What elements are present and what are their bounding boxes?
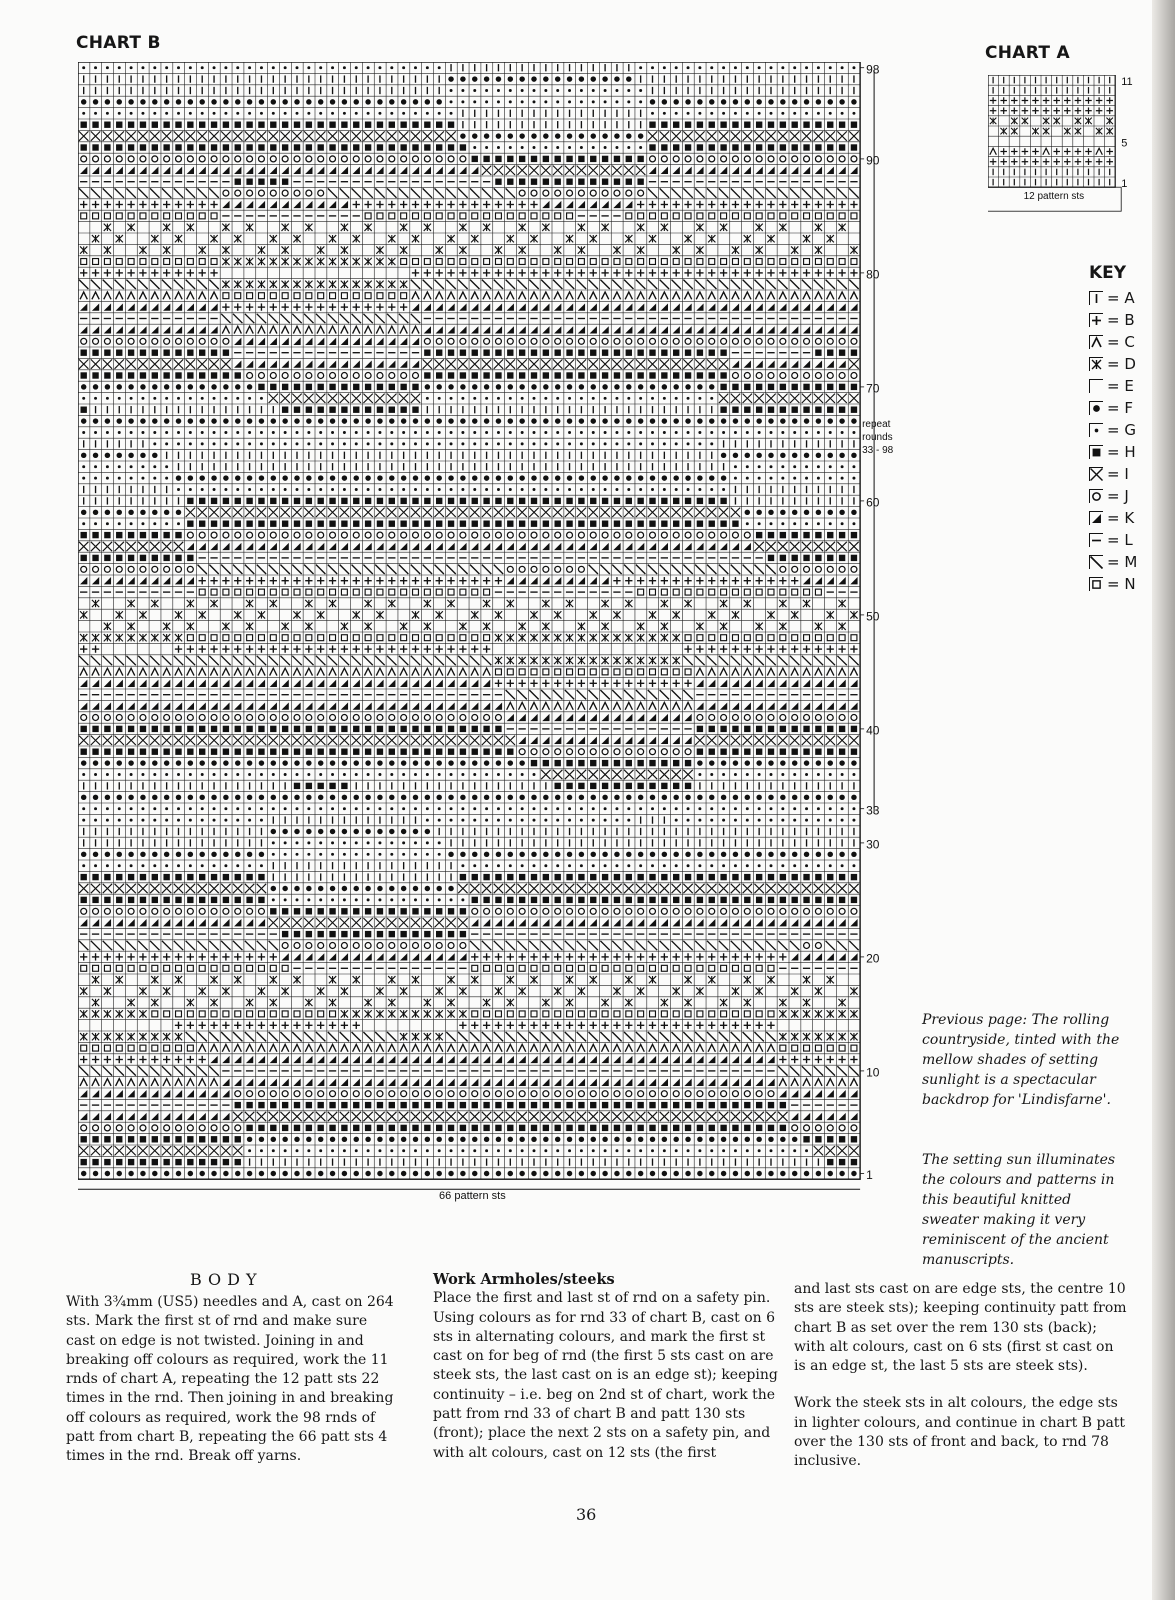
vertical-bar-icon [1089, 291, 1103, 305]
chart-b-repeat-label: rounds [862, 431, 893, 443]
chart-b-row-label: 30 [866, 837, 880, 852]
key-letter: = F [1107, 399, 1133, 417]
chart-a-title: CHART A [985, 43, 1070, 63]
armholes-paragraph: Place the first and last st of rnd on a safety pin. Using colours as for rnd 33 of chart B, cast on 6 sts in alternating colours, and mark the first st cast on for beg of rnd (the first 5 sts cast on are steek sts, the last cast on is an edge st); keeping continuity – i.e. beg on 2nd st of chart, work the patt from rnd 33 of chart B and patt 130 sts (front); place the next 2 sts on a safety pin, and with alt colours, cast on 12 sts (the first [433, 1290, 778, 1461]
body-column [66, 1293, 396, 1485]
key-letter: = I [1107, 465, 1129, 483]
key-letter: = B [1107, 311, 1135, 329]
diagonal-icon [1089, 555, 1103, 569]
page-number: 36 [576, 1505, 597, 1524]
key-legend [1089, 263, 1149, 595]
key-letter: = E [1107, 377, 1134, 395]
filled-square-icon [1089, 445, 1103, 459]
circle-icon [1089, 489, 1103, 503]
body-heading: BODY [190, 1270, 263, 1289]
chart-a-row-label: 11 [1121, 76, 1133, 89]
page-edge-shadow [1152, 0, 1175, 1600]
key-letter: = M [1107, 553, 1138, 571]
half-triangle-icon [1089, 511, 1103, 525]
large-dot-icon [1089, 401, 1103, 415]
key-item [1089, 485, 1149, 507]
chart-b-title: CHART B [76, 33, 161, 53]
small-dot-icon [1089, 423, 1103, 437]
chart-b-repeat-label: 33 - 98 [862, 444, 894, 456]
triangle-icon [1089, 335, 1103, 349]
key-letter: = G [1107, 421, 1136, 439]
chart-b-row-label: 60 [866, 495, 880, 510]
key-item [1089, 441, 1149, 463]
chart-a-width-label: 12 pattern sts [1023, 191, 1085, 203]
chart-a-grid [988, 75, 1158, 225]
chart-b-row-label: 98 [866, 62, 880, 77]
chart-b-row-label: 90 [866, 153, 880, 168]
chart-a [988, 75, 1158, 229]
key-list [1089, 287, 1149, 595]
key-item [1089, 287, 1149, 309]
key-item [1089, 551, 1149, 573]
key-letter: = C [1107, 333, 1135, 351]
chart-b-repeat-label: repeat [862, 418, 891, 430]
chart-b-grid [78, 62, 938, 1252]
chart-b-row-label: 20 [866, 951, 880, 966]
chart-a-row-label: 1 [1121, 178, 1128, 191]
chart-b-gridlines [78, 62, 860, 1179]
chart-b-row-label: 33 [866, 803, 880, 818]
asterisk-icon [1089, 357, 1103, 371]
key-item [1089, 375, 1149, 397]
key-item [1089, 331, 1149, 353]
key-letter: = L [1107, 531, 1133, 549]
key-letter: = D [1107, 355, 1136, 373]
key-item [1089, 397, 1149, 419]
key-item [1089, 463, 1149, 485]
plus-icon [1089, 313, 1103, 327]
continuation-column [794, 1280, 1129, 1490]
key-letter: = H [1107, 443, 1136, 461]
key-letter: = N [1107, 575, 1136, 593]
caption-setting-sun: The setting sun illuminates the colours and patterns in this beautiful knitted sweater making it very reminiscent of the ancient manuscripts. [922, 1152, 1116, 1268]
chart-b-row-label: 80 [866, 267, 880, 282]
armholes-heading: Work Armholes/steeks [433, 1271, 615, 1288]
key-item [1089, 507, 1149, 529]
body-paragraph: With 3¾mm (US5) needles and A, cast on 264 sts. Mark the first st of rnd and make sure cast on edge is not twisted. Joining in and breaking off colours as required, work the 11 rnds of chart A, repeating the 12 patt sts 22 times in the rnd. Then joining in and breaking off colours as required, work the 98 rnds of patt from chart B, repeating the 66 patt sts 4 times in the rnd. Break off yarns. [66, 1294, 394, 1465]
chart-b-row-label: 1 [866, 1168, 873, 1183]
key-letter: = K [1107, 509, 1135, 527]
key-item [1089, 353, 1149, 375]
chart-a-row-label: 5 [1121, 137, 1128, 150]
chart-b-row-label: 10 [866, 1065, 880, 1080]
key-letter: = J [1107, 487, 1129, 505]
continuation-paragraph-1: and last sts cast on are edge sts, the centre 10 sts are steek sts); keeping continuity patt from chart B as set over the rem 130 sts (back); with alt colours, cast on 6 sts (first st cast on is an edge st, the last 5 sts are steek sts). [794, 1281, 1127, 1375]
key-item [1089, 419, 1149, 441]
chart-b-row-label: 70 [866, 381, 880, 396]
key-item [1089, 529, 1149, 551]
cross-icon [1089, 467, 1103, 481]
key-item [1089, 309, 1149, 331]
key-title: KEY [1089, 263, 1127, 283]
chart-b-row-label: 40 [866, 723, 880, 738]
chart-b-width-label: 66 pattern sts [439, 1190, 506, 1203]
dash-icon [1089, 533, 1103, 547]
inner-square-icon [1089, 577, 1103, 591]
blank-icon [1089, 379, 1103, 393]
key-item [1089, 573, 1149, 595]
chart-b [78, 62, 938, 1256]
caption-previous-page: Previous page: The rolling countryside, tinted with the mellow shades of setting sunlight is a spectacular backdrop for 'Lindisfarne'. [922, 1012, 1120, 1108]
armholes-column [433, 1270, 778, 1481]
chart-b-row-label: 50 [866, 609, 880, 624]
continuation-paragraph-2: Work the steek sts in alt colours, the edge sts in lighter colours, and continue in chart B patt over the 130 sts of front and back, to rnd 78 inclusive. [794, 1395, 1126, 1470]
key-letter: = A [1107, 289, 1135, 307]
